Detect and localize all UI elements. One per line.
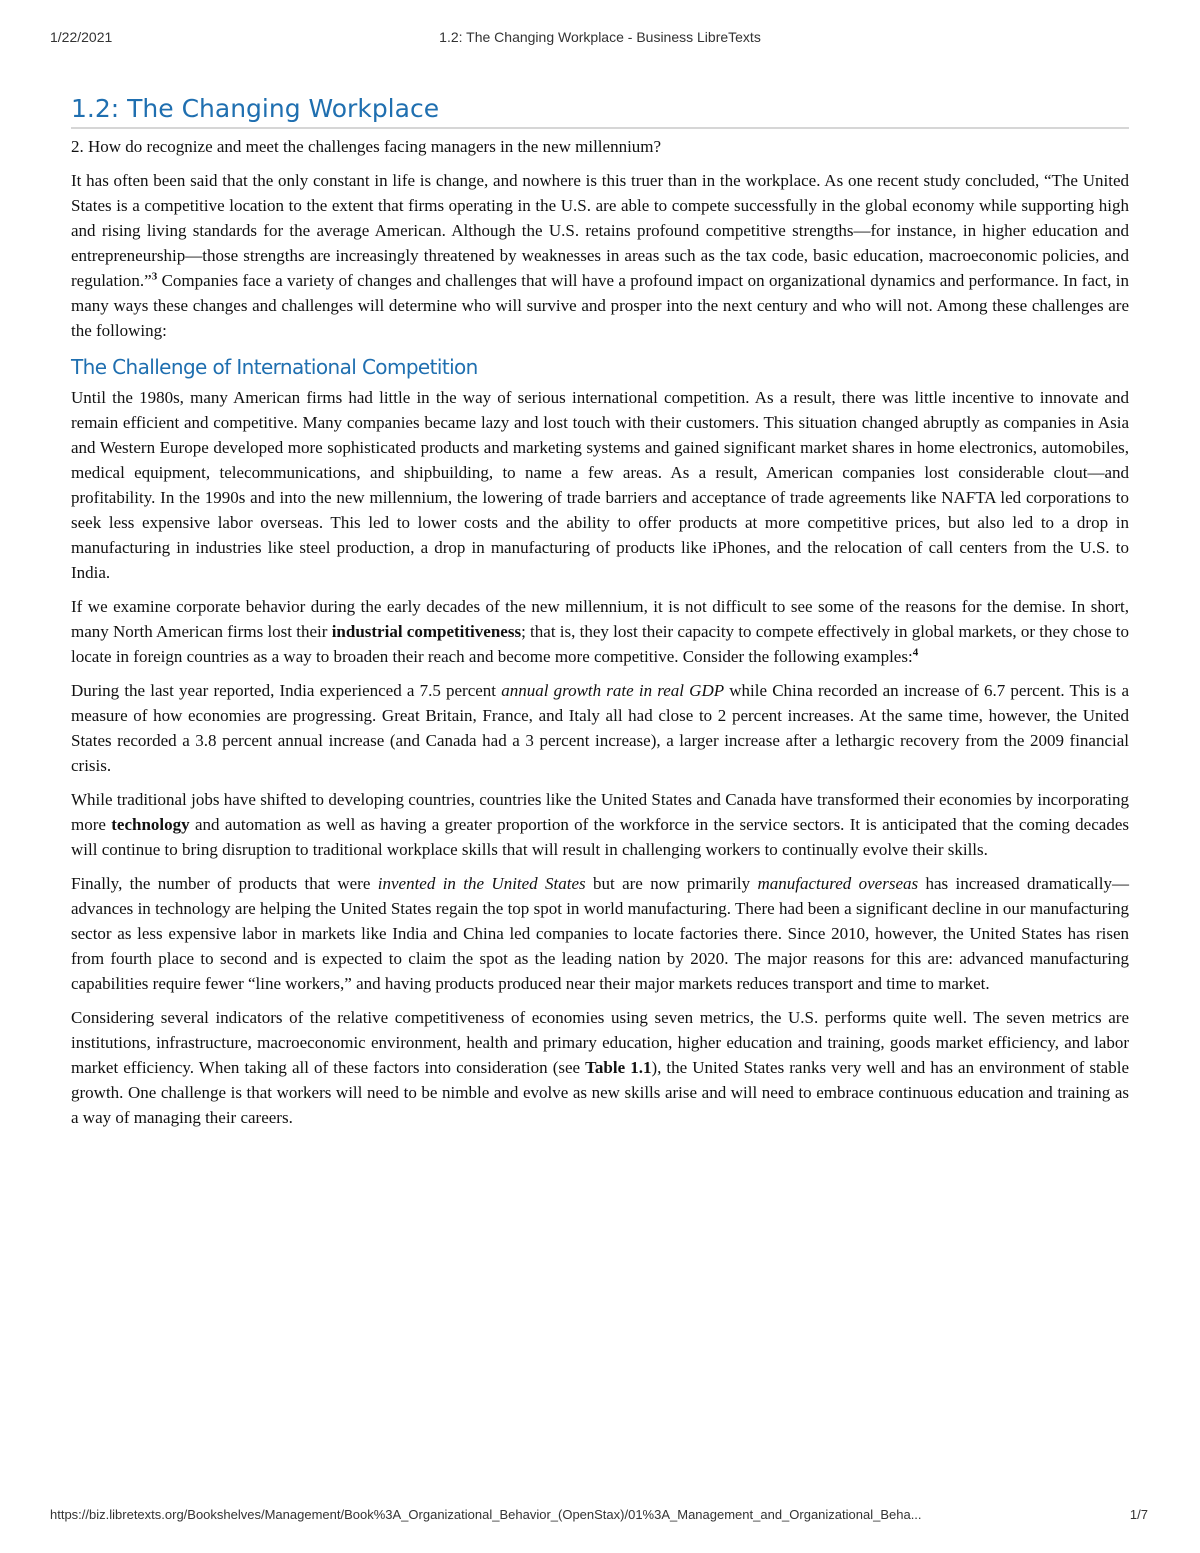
key-term: technology [111, 815, 190, 834]
section-heading: The Challenge of International Competition [71, 355, 478, 379]
footnote-ref-3[interactable]: 3 [151, 270, 158, 283]
paragraph: While traditional jobs have shifted to developing countries, countries like the United States and Canada have transformed their economies by incorporating more technology and automation as well as having a greater proportion of the workforce in the service sectors. It is anticipated that the coming decades will continue to bring disruption to traditional workplace skills that will result in challenging workers to continually evolve their skills. [71, 790, 1129, 859]
emphasis: annual growth rate in real GDP [501, 681, 725, 700]
print-page-title: 1.2: The Changing Workplace - Business LibreTexts [439, 29, 761, 45]
emphasis: manufactured overseas [757, 874, 919, 893]
emphasis: invented in the United States [377, 874, 586, 893]
intro-paragraph: It has often been said that the only constant in life is change, and nowhere is this truer than in the workplace. As one recent study concluded, “The United States is a competitive location to the extent that firms operating in the U.S. are able to compete successfully in the global economy while supporting high and rising living standards for the average American. Although the U.S. retains profound competitive strengths—for instance, in higher education and entrepreneurship—those strengths are increasingly threatened by weaknesses in areas such as the tax code, basic education, macroeconomic policies, and regulation.”$^3$ Companies face a variety of changes and challenges that will have a profound impact on organizational dynamics and performance. In fact, in many ways these changes and challenges will determine who will survive and prosper into the next century and who will not. Among these challenges are the following: [71, 171, 1129, 340]
table-reference[interactable]: Table 1.1 [585, 1058, 652, 1077]
paragraph: Considering several indicators of the relative competitiveness of economies using seven metrics, the U.S. performs quite well. The seven metrics are institutions, infrastructure, macroeconomic environment, health and primary education, higher education and training, goods market efficiency, and labor market efficiency. When taking all of these factors into consideration (see Table 1.1), the United States ranks very well and has an environment of stable growth. One challenge is that workers will need to be nimble and evolve as new skills arise and will need to embrace continuous education and training as a way of managing their careers. [71, 1008, 1129, 1127]
key-term: industrial competitiveness [331, 622, 522, 641]
paragraph: Until the 1980s, many American firms had little in the way of serious international competition. As a result, there was little incentive to innovate and remain efficient and competitive. Many companies became lazy and lost touch with their customers. This situation changed abruptly as companies in Asia and Western Europe developed more sophisticated products and marketing systems and gained significant market shares in home electronics, automobiles, medical equipment, telecommunications, and shipbuilding, to name a few areas. As a result, American companies lost considerable clout—and profitability. In the 1990s and into the new millennium, the lowering of trade barriers and acceptance of trade agreements like NAFTA led corporations to seek less expensive labor overseas. This led to lower costs and the ability to offer products at more competitive prices, but also led to a drop in manufacturing in industries like steel production, a drop in manufacturing of products like iPhones, and the relocation of call centers from the U.S. to India. [71, 388, 1129, 582]
page-number: 1/7 [1129, 1507, 1148, 1522]
learning-objective: 2. How do recognize and meet the challenges facing managers in the new millennium? [71, 137, 662, 156]
print-date: 1/22/2021 [50, 29, 113, 45]
paragraph: During the last year reported, India experienced a 7.5 percent annual growth rate in real GDP while China recorded an increase of 6.7 percent. This is a measure of how economies are progressing. Great Britain, France, and Italy all had close to 2 percent increases. At the same time, however, the United States recorded a 3.8 percent annual increase (and Canada had a 3 percent increase), a larger increase after a lethargic recovery from the 2009 financial crisis. [71, 681, 1129, 775]
page-url: https://biz.libretexts.org/Bookshelves/Management/Book%3A_Organizational_Behavior_(OpenStax)/01%3A_Management_and_Organizational_Beha... [50, 1507, 922, 1522]
page-title: 1.2: The Changing Workplace [71, 92, 1129, 129]
paragraph: If we examine corporate behavior during the early decades of the new millennium, it is not difficult to see some of the reasons for the demise. In short, many North American firms lost their industrial competitiveness; that is, they lost their capacity to compete effectively in global markets, or they chose to locate in foreign countries as a way to broaden their reach and become more competitive. Consider the following examples:$^4$ [71, 597, 1129, 666]
footnote-ref-4[interactable]: 4 [912, 646, 919, 659]
paragraph: Finally, the number of products that were invented in the United States but are now primarily manufactured overseas has increased dramatically—advances in technology are helping the United States regain the top spot in world manufacturing. There had been a significant decline in our manufacturing sector as less expensive labor in markets like India and China led companies to locate factories there. Since 2010, however, the United States has risen from fourth place to second and is expected to claim the spot as the leading nation by 2020. The major reasons for this are: advanced manufacturing capabilities require fewer “line workers,” and having products produced near their major markets reduces transport and time to market. [71, 874, 1130, 993]
article [71, 92, 1129, 1139]
